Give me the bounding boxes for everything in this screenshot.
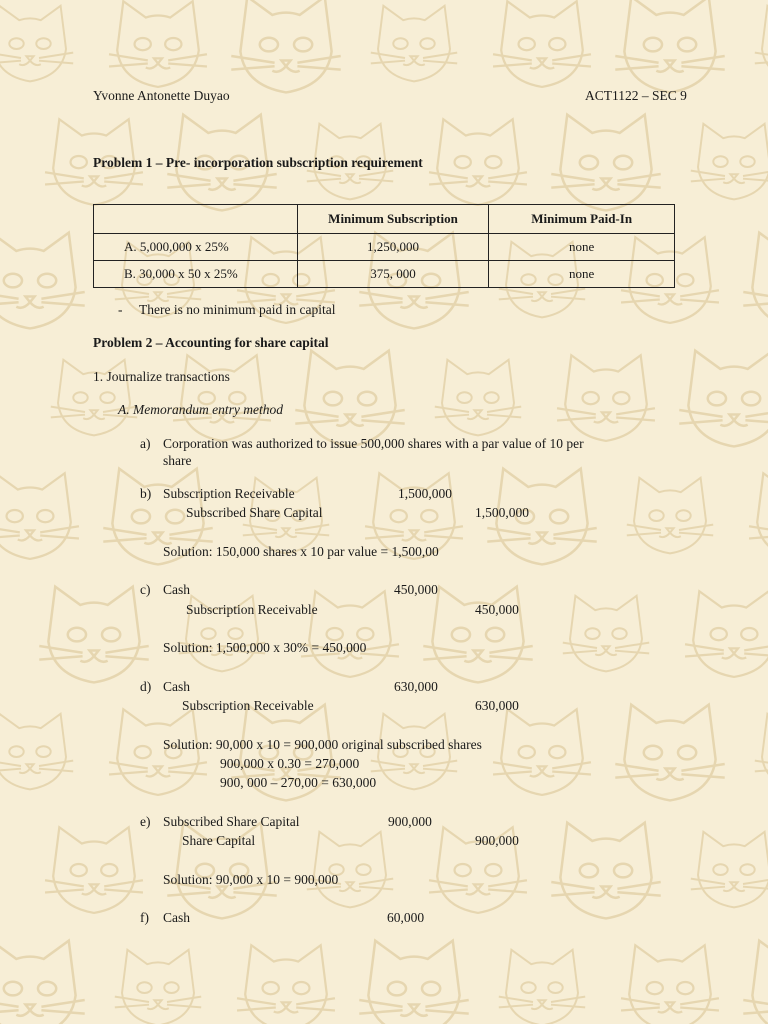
solution-text: Solution: 90,000 x 10 = 900,000 original subscribed shares: [163, 737, 482, 752]
item-marker: a): [140, 436, 151, 451]
item-a-line1: Corporation was authorized to issue 500,000 shares with a par value of 10 per: [163, 436, 584, 451]
solution-text: Solution: 150,000 shares x 10 par value = 1,500,00: [163, 544, 439, 559]
debit-amount: 900,000: [388, 814, 432, 829]
credit-amount: 450,000: [475, 602, 519, 617]
debit-account: Cash: [163, 582, 190, 597]
credit-account: Subscription Receivable: [186, 602, 318, 617]
table-header-cell: Minimum Paid-In: [489, 205, 675, 234]
solution-text: 900,000 x 0.30 = 270,000: [220, 756, 360, 771]
problem1-title: Problem 1 – Pre- incorporation subscription requirement: [93, 155, 423, 170]
subscription-table: [93, 204, 675, 288]
table-cell: 1,250,000: [297, 234, 489, 261]
author-name: Yvonne Antonette Duyao: [93, 88, 230, 103]
debit-account: Cash: [163, 910, 190, 925]
item-marker: d): [140, 679, 152, 694]
debit-amount: 450,000: [394, 582, 438, 597]
debit-amount: 60,000: [387, 910, 425, 925]
table-header-row: [94, 205, 675, 234]
item-marker: e): [140, 814, 151, 829]
table-row: [94, 234, 675, 261]
table-row: [94, 261, 675, 288]
item-a-line2: share: [163, 453, 192, 468]
item-marker: c): [140, 582, 151, 597]
credit-account: Subscription Receivable: [182, 698, 314, 713]
credit-amount: 900,000: [475, 833, 519, 848]
solution-text: Solution: 90,000 x 10 = 900,000: [163, 872, 339, 887]
note-dash: -: [118, 302, 123, 317]
table-cell: B. 30,000 x 50 x 25%: [94, 261, 298, 288]
credit-amount: 1,500,000: [475, 505, 529, 520]
method-heading: A. Memorandum entry method: [118, 402, 283, 417]
debit-account: Subscribed Share Capital: [163, 814, 300, 829]
table-cell: 375, 000: [297, 261, 489, 288]
solution-text: 900, 000 – 270,00 = 630,000: [220, 775, 377, 790]
table-cell: A. 5,000,000 x 25%: [94, 234, 298, 261]
credit-account: Subscribed Share Capital: [186, 505, 323, 520]
course-code: ACT1122 – SEC 9: [585, 88, 687, 103]
debit-account: Cash: [163, 679, 190, 694]
table-header-cell: [94, 205, 298, 234]
solution-text: Solution: 1,500,000 x 30% = 450,000: [163, 640, 367, 655]
table-header-cell: Minimum Subscription: [297, 205, 489, 234]
item-marker: b): [140, 486, 152, 501]
table-cell: none: [489, 261, 675, 288]
debit-amount: 1,500,000: [398, 486, 452, 501]
credit-account: Share Capital: [182, 833, 256, 848]
item-marker: f): [140, 910, 149, 925]
debit-account: Subscription Receivable: [163, 486, 295, 501]
credit-amount: 630,000: [475, 698, 519, 713]
problem2-title: Problem 2 – Accounting for share capital: [93, 335, 329, 350]
table-cell: none: [489, 234, 675, 261]
note-text: There is no minimum paid in capital: [139, 302, 336, 317]
step-journalize: 1. Journalize transactions: [93, 369, 230, 384]
debit-amount: 630,000: [394, 679, 438, 694]
